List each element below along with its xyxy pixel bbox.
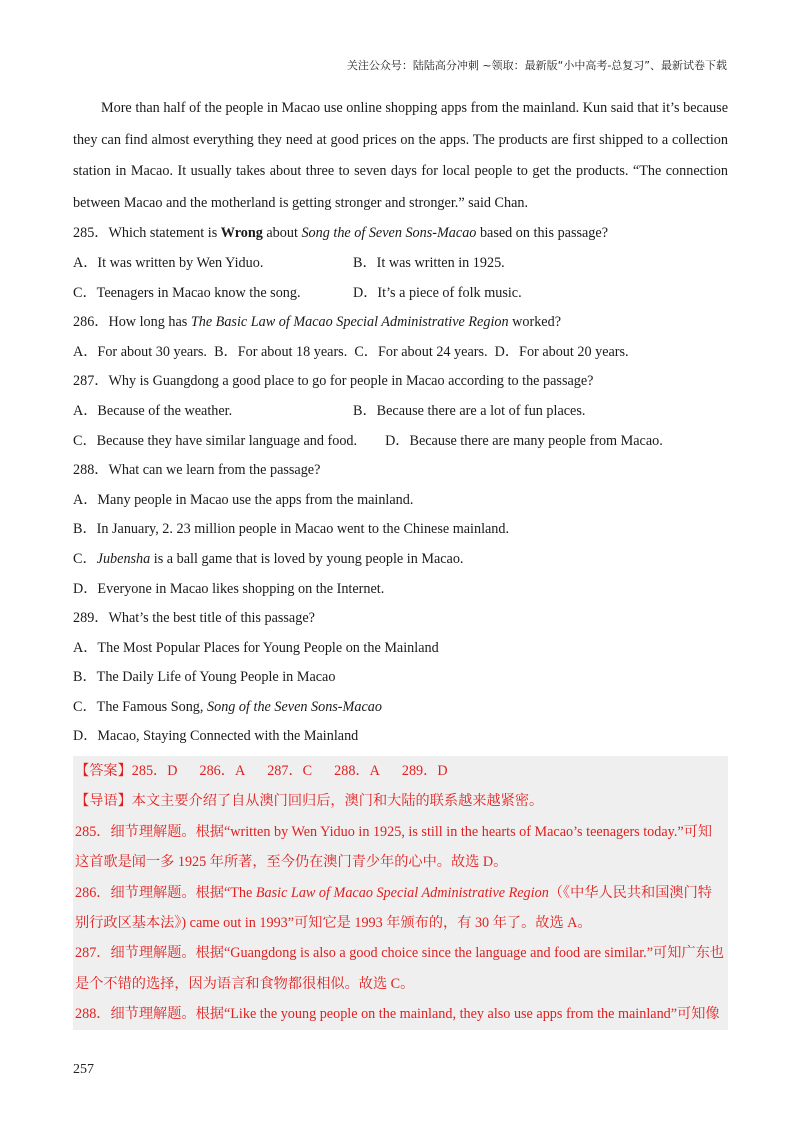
- question-287-options-cd: [73, 427, 728, 457]
- page-header: 关注公众号：陆陆高分冲刺 ~领取：最新版“小中高考-总复习”、最新试卷下载: [346, 59, 727, 72]
- question-289: 289．What’s the best title of this passage?: [73, 610, 315, 627]
- option-d: D．It’s a piece of folk music.: [353, 284, 522, 301]
- option-c: C．Because they have similar language and food.: [73, 432, 358, 449]
- option-c: C．Teenagers in Macao know the song.: [73, 284, 301, 301]
- guide-text: 【导语】本文主要介绍了自从澳门回归后，澳门和大陆的联系越来越紧密。: [75, 793, 544, 810]
- passage-paragraph: More than half of the people in Macao use online shopping apps from the mainland. Kun said that it’s because they can find almost everything they need at good prices on the apps. The products are first shipped to a collection station in Macao. It usually takes about three to seven days for local people to get the products. “The connection between Macao and the motherland is getting stronger and stronger.” said Chan.: [73, 100, 728, 211]
- option-b: B．The Daily Life of Young People in Macao: [73, 669, 336, 686]
- question-286-options: A．For about 30 years. B．For about 18 years. C．For about 24 years. D．For about 20 years.: [73, 343, 629, 360]
- explanation-287-line2: 是个不错的选择，因为语言和食物都很相似。故选 C。: [75, 975, 415, 992]
- answer-key: 【答案】285．D 286．A 287．C 288．A 289．D: [75, 763, 448, 780]
- question-285: 285．Which statement is Wrong about Song the of Seven Sons-Macao based on this passage?: [73, 225, 608, 242]
- option-c: C．The Famous Song, Song of the Seven Sons-Macao: [73, 698, 382, 715]
- option-d: D．Macao, Staying Connected with the Mainland: [73, 728, 359, 745]
- question-286: 286．How long has The Basic Law of Macao Special Administrative Region worked?: [73, 314, 561, 331]
- explanation-287-line1: 287．细节理解题。根据“Guangdong is also a good choice since the language and food are similar.”可知广东也: [75, 945, 724, 962]
- option-a: A．Because of the weather.: [73, 402, 233, 419]
- explanation-288-line1: 288．细节理解题。根据“Like the young people on the mainland, they also use apps from the mainland”可知像: [75, 1006, 720, 1023]
- explanation-286-line1: 286．细节理解题。根据“The Basic Law of Macao Special Administrative Region（《中华人民共和国澳门特: [75, 884, 712, 901]
- explanation-285-line1: 285．细节理解题。根据“written by Wen Yiduo in 1925, is still in the hearts of Macao’s teenagers today.”可知: [75, 823, 713, 840]
- option-d: D．Because there are many people from Macao.: [385, 432, 663, 449]
- option-c: C．Jubensha is a ball game that is loved by young people in Macao.: [73, 550, 464, 567]
- question-287-options-ab: [73, 397, 728, 427]
- document-body: [73, 93, 728, 1030]
- question-285-options-cd: [73, 279, 728, 309]
- question-288: 288．What can we learn from the passage?: [73, 462, 321, 479]
- option-b: B．It was written in 1925.: [353, 254, 505, 271]
- option-a: A．The Most Popular Places for Young People on the Mainland: [73, 639, 439, 656]
- question-285-options-ab: [73, 249, 728, 279]
- answer-section: [73, 756, 728, 1030]
- explanation-285-line2: 这首歌是闻一多 1925 年所著，至今仍在澳门青少年的心中。故选 D。: [75, 854, 508, 871]
- page-number: 257: [73, 1062, 94, 1077]
- option-a: A．It was written by Wen Yiduo.: [73, 254, 264, 271]
- option-b: B．In January, 2. 23 million people in Macao went to the Chinese mainland.: [73, 521, 510, 538]
- option-a: A．Many people in Macao use the apps from the mainland.: [73, 491, 414, 508]
- option-b: B．Because there are a lot of fun places.: [353, 402, 586, 419]
- option-d: D．Everyone in Macao likes shopping on the Internet.: [73, 580, 385, 597]
- explanation-286-line2: 别行政区基本法》) came out in 1993”可知它是 1993 年颁布的，有 30 年了。故选 A。: [75, 915, 592, 932]
- question-287: 287．Why is Guangdong a good place to go for people in Macao according to the passage?: [73, 373, 594, 390]
